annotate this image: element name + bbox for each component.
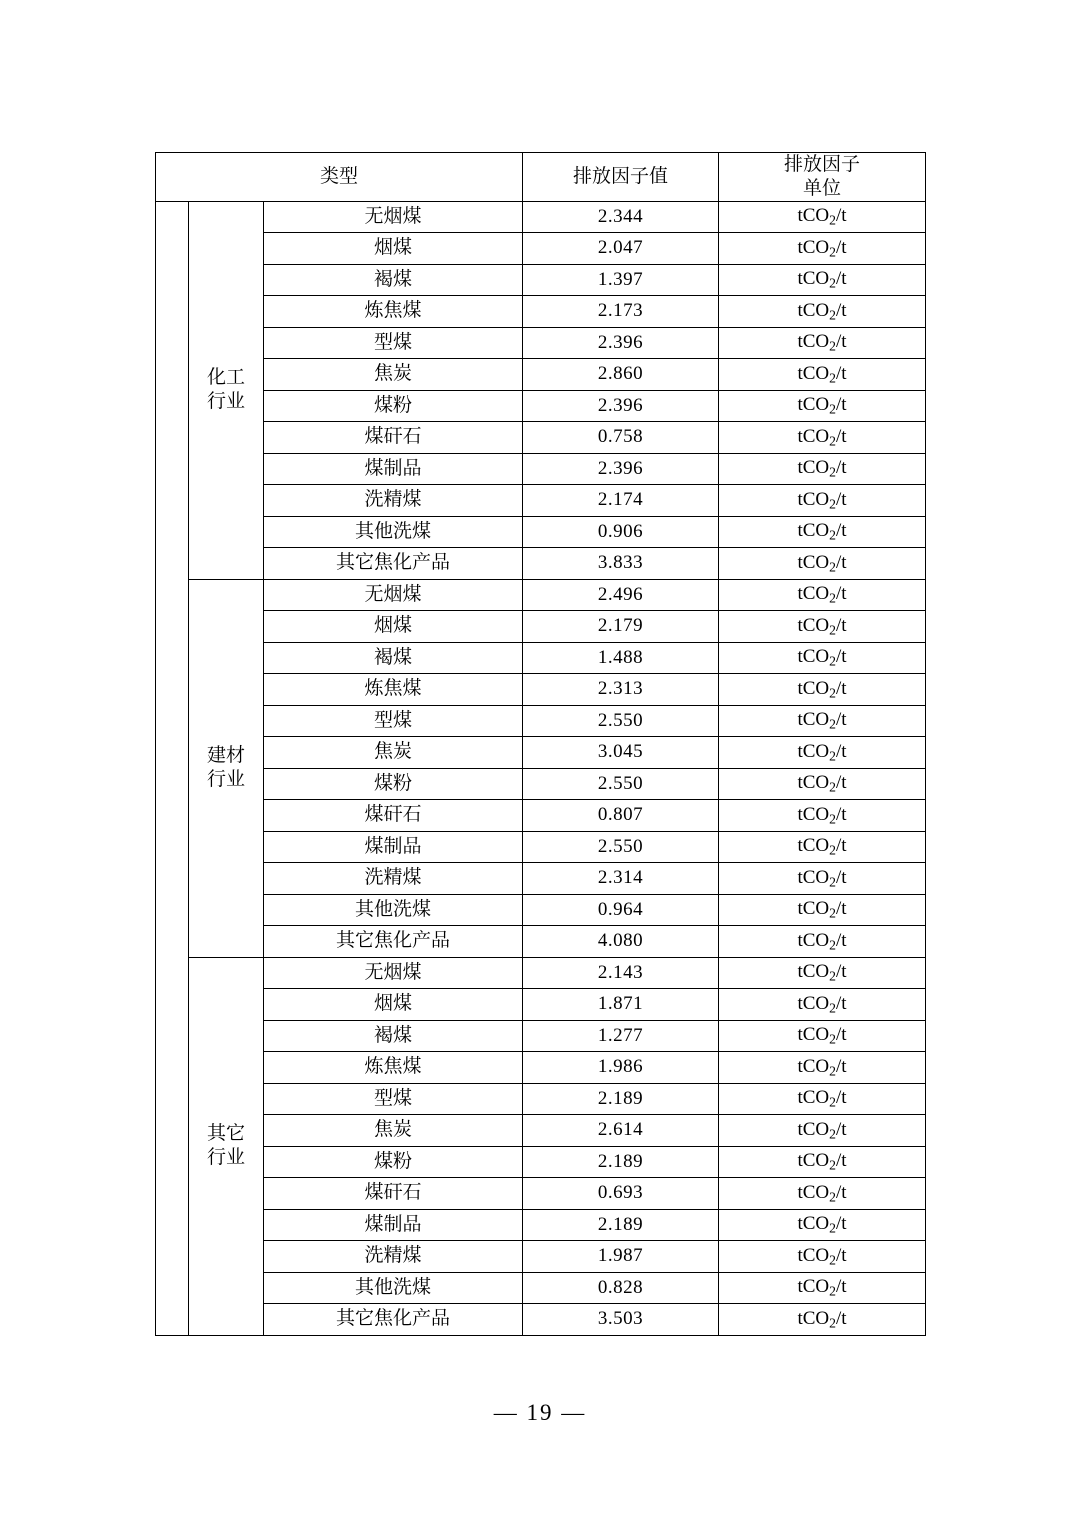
unit-suffix: /t bbox=[836, 1307, 847, 1329]
unit-subscript: 2 bbox=[829, 1126, 836, 1142]
fuel-type-cell: 型煤 bbox=[264, 1083, 523, 1115]
emission-factor-unit-cell bbox=[719, 1241, 926, 1273]
unit-suffix: /t bbox=[836, 331, 847, 353]
unit-prefix: tCO bbox=[797, 1055, 830, 1077]
table-row bbox=[156, 359, 926, 391]
industry-label-line-1: 建材 bbox=[206, 745, 245, 767]
fuel-type-cell: 烟煤 bbox=[264, 233, 523, 265]
table-row bbox=[156, 453, 926, 485]
emission-factor-value-cell: 0.906 bbox=[523, 516, 719, 548]
unit-suffix: /t bbox=[836, 1055, 847, 1077]
unit-prefix: tCO bbox=[797, 614, 830, 636]
emission-factor-unit-cell bbox=[719, 327, 926, 359]
unit-prefix: tCO bbox=[797, 866, 830, 888]
unit-prefix: tCO bbox=[797, 236, 830, 258]
unit-subscript: 2 bbox=[829, 685, 836, 701]
table-row bbox=[156, 296, 926, 328]
unit-suffix: /t bbox=[836, 425, 847, 447]
emission-factor-value-cell: 2.313 bbox=[523, 674, 719, 706]
fuel-type-cell: 褐煤 bbox=[264, 1020, 523, 1052]
emission-factor-unit-cell bbox=[719, 1052, 926, 1084]
unit-suffix: /t bbox=[836, 1276, 847, 1298]
unit-prefix: tCO bbox=[797, 205, 830, 227]
unit-subscript: 2 bbox=[829, 370, 836, 386]
emission-factor-unit-cell bbox=[719, 548, 926, 580]
table-row bbox=[156, 1052, 926, 1084]
unit-suffix: /t bbox=[836, 1118, 847, 1140]
fuel-type-cell: 褐煤 bbox=[264, 642, 523, 674]
emission-factor-value-cell: 0.807 bbox=[523, 800, 719, 832]
unit-suffix: /t bbox=[836, 236, 847, 258]
unit-subscript: 2 bbox=[829, 212, 836, 228]
unit-subscript: 2 bbox=[829, 842, 836, 858]
unit-prefix: tCO bbox=[797, 299, 830, 321]
fuel-type-cell: 型煤 bbox=[264, 705, 523, 737]
fuel-type-cell: 煤粉 bbox=[264, 768, 523, 800]
header-emission-factor-unit bbox=[719, 153, 926, 202]
table-row bbox=[156, 957, 926, 989]
unit-prefix: tCO bbox=[797, 488, 830, 510]
emission-factor-unit-cell bbox=[719, 642, 926, 674]
fuel-type-cell: 褐煤 bbox=[264, 264, 523, 296]
fuel-type-cell: 其他洗煤 bbox=[264, 894, 523, 926]
table-row bbox=[156, 264, 926, 296]
table-row bbox=[156, 705, 926, 737]
emission-factor-unit-cell bbox=[719, 1272, 926, 1304]
unit-suffix: /t bbox=[836, 1024, 847, 1046]
emission-factor-value-cell: 3.045 bbox=[523, 737, 719, 769]
unit-prefix: tCO bbox=[797, 394, 830, 416]
unit-subscript: 2 bbox=[829, 307, 836, 323]
table-row bbox=[156, 926, 926, 958]
table-row bbox=[156, 642, 926, 674]
emission-factor-value-cell: 1.488 bbox=[523, 642, 719, 674]
unit-subscript: 2 bbox=[829, 968, 836, 984]
industry-label-line-2: 行业 bbox=[206, 769, 245, 790]
unit-subscript: 2 bbox=[829, 1094, 836, 1110]
header-unit-line-2: 单位 bbox=[803, 177, 842, 199]
unit-subscript: 2 bbox=[829, 1315, 836, 1331]
emission-factor-value-cell: 2.860 bbox=[523, 359, 719, 391]
table-row bbox=[156, 737, 926, 769]
unit-suffix: /t bbox=[836, 1244, 847, 1266]
table-row bbox=[156, 800, 926, 832]
unit-subscript: 2 bbox=[829, 244, 836, 260]
unit-suffix: /t bbox=[836, 992, 847, 1014]
unit-suffix: /t bbox=[836, 835, 847, 857]
table-row bbox=[156, 201, 926, 233]
fuel-type-cell: 煤粉 bbox=[264, 390, 523, 422]
unit-subscript: 2 bbox=[829, 1220, 836, 1236]
industry-group-label bbox=[189, 201, 264, 579]
fuel-type-cell: 其它焦化产品 bbox=[264, 926, 523, 958]
header-unit-line-1: 排放因子 bbox=[784, 154, 861, 175]
unit-prefix: tCO bbox=[797, 331, 830, 353]
unit-prefix: tCO bbox=[797, 520, 830, 542]
emission-factor-unit-cell bbox=[719, 611, 926, 643]
emission-factor-value-cell: 2.396 bbox=[523, 327, 719, 359]
emission-factor-value-cell: 2.314 bbox=[523, 863, 719, 895]
unit-prefix: tCO bbox=[797, 425, 830, 447]
fuel-type-cell: 无烟煤 bbox=[264, 201, 523, 233]
unit-suffix: /t bbox=[836, 1087, 847, 1109]
unit-subscript: 2 bbox=[829, 1283, 836, 1299]
emission-factor-table-container bbox=[155, 152, 925, 1336]
industry-group-label bbox=[189, 579, 264, 957]
emission-factor-value-cell: 4.080 bbox=[523, 926, 719, 958]
unit-suffix: /t bbox=[836, 803, 847, 825]
emission-factor-value-cell: 1.397 bbox=[523, 264, 719, 296]
unit-subscript: 2 bbox=[829, 464, 836, 480]
industry-label-line-2: 行业 bbox=[206, 391, 245, 412]
table-row bbox=[156, 1272, 926, 1304]
emission-factor-unit-cell bbox=[719, 768, 926, 800]
industry-group-label bbox=[189, 957, 264, 1335]
emission-factor-value-cell: 1.871 bbox=[523, 989, 719, 1021]
unit-subscript: 2 bbox=[829, 716, 836, 732]
emission-factor-unit-cell bbox=[719, 1178, 926, 1210]
table-row bbox=[156, 768, 926, 800]
table-row bbox=[156, 674, 926, 706]
emission-factor-unit-cell bbox=[719, 422, 926, 454]
unit-prefix: tCO bbox=[797, 992, 830, 1014]
emission-factor-value-cell: 2.396 bbox=[523, 453, 719, 485]
unit-suffix: /t bbox=[836, 1181, 847, 1203]
unit-subscript: 2 bbox=[829, 779, 836, 795]
emission-factor-unit-cell bbox=[719, 1146, 926, 1178]
table-row bbox=[156, 1241, 926, 1273]
emission-factor-value-cell: 0.964 bbox=[523, 894, 719, 926]
header-type: 类型 bbox=[156, 153, 523, 202]
table-row bbox=[156, 863, 926, 895]
unit-prefix: tCO bbox=[797, 929, 830, 951]
table-row bbox=[156, 989, 926, 1021]
table-row bbox=[156, 1146, 926, 1178]
unit-prefix: tCO bbox=[797, 1150, 830, 1172]
table-row bbox=[156, 327, 926, 359]
emission-factor-unit-cell bbox=[719, 957, 926, 989]
table-header-row bbox=[156, 153, 926, 202]
emission-factor-unit-cell bbox=[719, 1304, 926, 1336]
emission-factor-value-cell: 2.550 bbox=[523, 831, 719, 863]
unit-prefix: tCO bbox=[797, 583, 830, 605]
unit-prefix: tCO bbox=[797, 709, 830, 731]
unit-subscript: 2 bbox=[829, 1157, 836, 1173]
table-row bbox=[156, 831, 926, 863]
emission-factor-table bbox=[155, 152, 926, 1336]
unit-suffix: /t bbox=[836, 299, 847, 321]
industry-label-line-1: 其它 bbox=[206, 1123, 245, 1145]
unit-suffix: /t bbox=[836, 457, 847, 479]
fuel-type-cell: 其他洗煤 bbox=[264, 1272, 523, 1304]
unit-prefix: tCO bbox=[797, 835, 830, 857]
table-row bbox=[156, 894, 926, 926]
emission-factor-value-cell: 2.173 bbox=[523, 296, 719, 328]
table-row bbox=[156, 1083, 926, 1115]
unit-subscript: 2 bbox=[829, 1189, 836, 1205]
unit-prefix: tCO bbox=[797, 1307, 830, 1329]
fuel-type-cell: 其它焦化产品 bbox=[264, 1304, 523, 1336]
fuel-type-cell: 洗精煤 bbox=[264, 1241, 523, 1273]
emission-factor-unit-cell bbox=[719, 989, 926, 1021]
unit-suffix: /t bbox=[836, 646, 847, 668]
unit-prefix: tCO bbox=[797, 898, 830, 920]
table-row bbox=[156, 233, 926, 265]
emission-factor-value-cell: 2.047 bbox=[523, 233, 719, 265]
unit-suffix: /t bbox=[836, 394, 847, 416]
emission-factor-unit-cell bbox=[719, 863, 926, 895]
emission-factor-value-cell: 2.174 bbox=[523, 485, 719, 517]
table-header bbox=[156, 153, 926, 202]
emission-factor-unit-cell bbox=[719, 579, 926, 611]
emission-factor-value-cell: 2.396 bbox=[523, 390, 719, 422]
fuel-type-cell: 炼焦煤 bbox=[264, 296, 523, 328]
unit-subscript: 2 bbox=[829, 1031, 836, 1047]
unit-suffix: /t bbox=[836, 709, 847, 731]
emission-factor-unit-cell bbox=[719, 359, 926, 391]
fuel-type-cell: 煤矸石 bbox=[264, 1178, 523, 1210]
emission-factor-unit-cell bbox=[719, 894, 926, 926]
unit-suffix: /t bbox=[836, 268, 847, 290]
emission-factor-value-cell: 2.189 bbox=[523, 1146, 719, 1178]
unit-suffix: /t bbox=[836, 614, 847, 636]
unit-prefix: tCO bbox=[797, 1213, 830, 1235]
emission-factor-value-cell: 1.986 bbox=[523, 1052, 719, 1084]
fuel-type-cell: 洗精煤 bbox=[264, 485, 523, 517]
unit-prefix: tCO bbox=[797, 772, 830, 794]
emission-factor-value-cell: 1.987 bbox=[523, 1241, 719, 1273]
fuel-type-cell: 无烟煤 bbox=[264, 579, 523, 611]
fuel-type-cell: 其它焦化产品 bbox=[264, 548, 523, 580]
unit-subscript: 2 bbox=[829, 401, 836, 417]
emission-factor-unit-cell bbox=[719, 926, 926, 958]
unit-prefix: tCO bbox=[797, 362, 830, 384]
emission-factor-unit-cell bbox=[719, 390, 926, 422]
emission-factor-unit-cell bbox=[719, 201, 926, 233]
unit-suffix: /t bbox=[836, 362, 847, 384]
emission-factor-unit-cell bbox=[719, 233, 926, 265]
emission-factor-unit-cell bbox=[719, 674, 926, 706]
unit-prefix: tCO bbox=[797, 740, 830, 762]
unit-suffix: /t bbox=[836, 205, 847, 227]
emission-factor-value-cell: 2.344 bbox=[523, 201, 719, 233]
unit-suffix: /t bbox=[836, 583, 847, 605]
unit-subscript: 2 bbox=[829, 1252, 836, 1268]
unit-prefix: tCO bbox=[797, 551, 830, 573]
fuel-type-cell: 焦炭 bbox=[264, 737, 523, 769]
table-row bbox=[156, 611, 926, 643]
emission-factor-unit-cell bbox=[719, 800, 926, 832]
unit-subscript: 2 bbox=[829, 496, 836, 512]
unit-prefix: tCO bbox=[797, 1181, 830, 1203]
unit-subscript: 2 bbox=[829, 622, 836, 638]
emission-factor-value-cell: 0.758 bbox=[523, 422, 719, 454]
emission-factor-unit-cell bbox=[719, 296, 926, 328]
unit-subscript: 2 bbox=[829, 874, 836, 890]
emission-factor-unit-cell bbox=[719, 516, 926, 548]
table-body bbox=[156, 201, 926, 1335]
unit-prefix: tCO bbox=[797, 457, 830, 479]
unit-prefix: tCO bbox=[797, 803, 830, 825]
unit-suffix: /t bbox=[836, 740, 847, 762]
emission-factor-unit-cell bbox=[719, 1115, 926, 1147]
unit-subscript: 2 bbox=[829, 653, 836, 669]
emission-factor-unit-cell bbox=[719, 453, 926, 485]
unit-suffix: /t bbox=[836, 488, 847, 510]
unit-prefix: tCO bbox=[797, 961, 830, 983]
industry-label-line-2: 行业 bbox=[206, 1147, 245, 1168]
unit-prefix: tCO bbox=[797, 677, 830, 699]
fuel-type-cell: 煤制品 bbox=[264, 453, 523, 485]
unit-subscript: 2 bbox=[829, 527, 836, 543]
unit-subscript: 2 bbox=[829, 590, 836, 606]
unit-suffix: /t bbox=[836, 898, 847, 920]
table-row bbox=[156, 1209, 926, 1241]
emission-factor-value-cell: 2.179 bbox=[523, 611, 719, 643]
unit-subscript: 2 bbox=[829, 1063, 836, 1079]
unit-subscript: 2 bbox=[829, 811, 836, 827]
table-row bbox=[156, 390, 926, 422]
unit-prefix: tCO bbox=[797, 268, 830, 290]
emission-factor-value-cell: 2.550 bbox=[523, 768, 719, 800]
emission-factor-value-cell: 3.503 bbox=[523, 1304, 719, 1336]
header-emission-factor-value: 排放因子值 bbox=[523, 153, 719, 202]
unit-subscript: 2 bbox=[829, 1000, 836, 1016]
table-row bbox=[156, 1020, 926, 1052]
emission-factor-value-cell: 0.828 bbox=[523, 1272, 719, 1304]
emission-factor-unit-cell bbox=[719, 1020, 926, 1052]
emission-factor-unit-cell bbox=[719, 485, 926, 517]
emission-factor-unit-cell bbox=[719, 831, 926, 863]
fuel-type-cell: 烟煤 bbox=[264, 611, 523, 643]
unit-subscript: 2 bbox=[829, 338, 836, 354]
table-row bbox=[156, 548, 926, 580]
table-row bbox=[156, 1178, 926, 1210]
unit-prefix: tCO bbox=[797, 1024, 830, 1046]
unit-suffix: /t bbox=[836, 551, 847, 573]
unit-suffix: /t bbox=[836, 520, 847, 542]
emission-factor-value-cell: 2.550 bbox=[523, 705, 719, 737]
table-row bbox=[156, 422, 926, 454]
unit-subscript: 2 bbox=[829, 905, 836, 921]
table-row bbox=[156, 579, 926, 611]
emission-factor-value-cell: 2.189 bbox=[523, 1083, 719, 1115]
unit-suffix: /t bbox=[836, 677, 847, 699]
fuel-type-cell: 洗精煤 bbox=[264, 863, 523, 895]
emission-factor-value-cell: 1.277 bbox=[523, 1020, 719, 1052]
emission-factor-value-cell: 2.189 bbox=[523, 1209, 719, 1241]
unit-subscript: 2 bbox=[829, 937, 836, 953]
fuel-type-cell: 焦炭 bbox=[264, 1115, 523, 1147]
unit-suffix: /t bbox=[836, 1150, 847, 1172]
unit-suffix: /t bbox=[836, 772, 847, 794]
fuel-type-cell: 烟煤 bbox=[264, 989, 523, 1021]
unit-suffix: /t bbox=[836, 929, 847, 951]
table-row bbox=[156, 516, 926, 548]
unit-suffix: /t bbox=[836, 961, 847, 983]
unit-prefix: tCO bbox=[797, 1087, 830, 1109]
row-label-spacer bbox=[156, 201, 189, 1335]
emission-factor-value-cell: 2.496 bbox=[523, 579, 719, 611]
industry-label-line-1: 化工 bbox=[206, 367, 245, 389]
emission-factor-unit-cell bbox=[719, 1083, 926, 1115]
fuel-type-cell: 煤矸石 bbox=[264, 422, 523, 454]
unit-prefix: tCO bbox=[797, 646, 830, 668]
fuel-type-cell: 无烟煤 bbox=[264, 957, 523, 989]
fuel-type-cell: 煤制品 bbox=[264, 1209, 523, 1241]
fuel-type-cell: 煤制品 bbox=[264, 831, 523, 863]
table-row bbox=[156, 485, 926, 517]
unit-subscript: 2 bbox=[829, 275, 836, 291]
emission-factor-unit-cell bbox=[719, 705, 926, 737]
fuel-type-cell: 焦炭 bbox=[264, 359, 523, 391]
page-number: — 19 — bbox=[493, 1400, 587, 1425]
emission-factor-unit-cell bbox=[719, 1209, 926, 1241]
unit-subscript: 2 bbox=[829, 559, 836, 575]
fuel-type-cell: 煤粉 bbox=[264, 1146, 523, 1178]
unit-suffix: /t bbox=[836, 1213, 847, 1235]
fuel-type-cell: 炼焦煤 bbox=[264, 1052, 523, 1084]
unit-prefix: tCO bbox=[797, 1118, 830, 1140]
emission-factor-value-cell: 3.833 bbox=[523, 548, 719, 580]
emission-factor-unit-cell bbox=[719, 737, 926, 769]
fuel-type-cell: 煤矸石 bbox=[264, 800, 523, 832]
fuel-type-cell: 炼焦煤 bbox=[264, 674, 523, 706]
fuel-type-cell: 型煤 bbox=[264, 327, 523, 359]
emission-factor-unit-cell bbox=[719, 264, 926, 296]
unit-subscript: 2 bbox=[829, 748, 836, 764]
emission-factor-value-cell: 0.693 bbox=[523, 1178, 719, 1210]
emission-factor-value-cell: 2.143 bbox=[523, 957, 719, 989]
unit-subscript: 2 bbox=[829, 433, 836, 449]
unit-prefix: tCO bbox=[797, 1276, 830, 1298]
table-row bbox=[156, 1304, 926, 1336]
unit-prefix: tCO bbox=[797, 1244, 830, 1266]
unit-suffix: /t bbox=[836, 866, 847, 888]
emission-factor-value-cell: 2.614 bbox=[523, 1115, 719, 1147]
table-row bbox=[156, 1115, 926, 1147]
fuel-type-cell: 其他洗煤 bbox=[264, 516, 523, 548]
